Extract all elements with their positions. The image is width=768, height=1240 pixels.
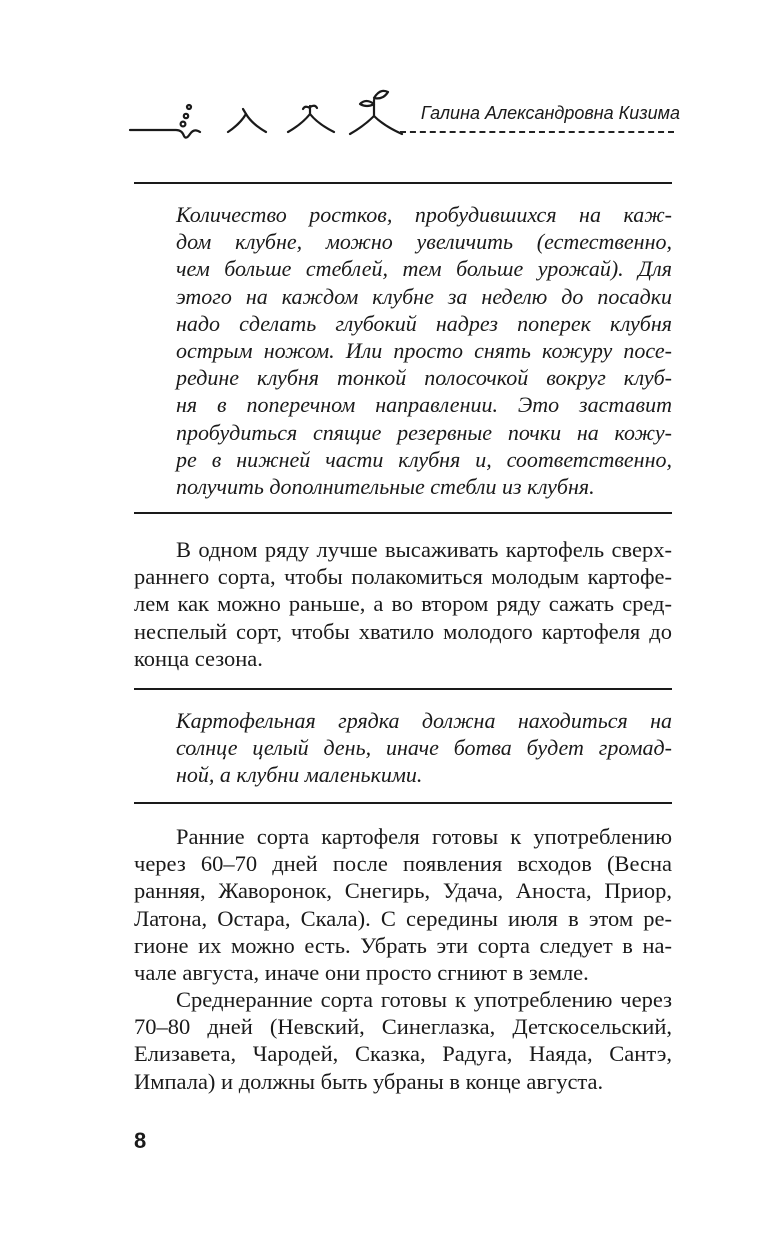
note-line: ня в поперечном направлении. Это заставит: [176, 392, 672, 418]
note-top-rule: [134, 688, 672, 690]
note-line: дом клубне, можно увеличить (естественно,: [176, 229, 672, 255]
note-block-sprouts: [176, 201, 672, 500]
note-line: редине клубня тонкой полосочкой вокруг клуб-: [176, 365, 672, 391]
note-top-rule: [134, 182, 672, 184]
note-line: солнце целый день, иначе ботва будет громад-: [176, 735, 672, 761]
header-dashed-line: [400, 131, 674, 133]
paragraph-line: через 60–70 дней после появления всходов (Весна: [134, 851, 672, 877]
paragraph-early-varieties: [134, 823, 672, 986]
paragraph-line: 70–80 дней (Невский, Синеглазка, Детскосельский,: [134, 1014, 672, 1040]
paragraph-line: В одном ряду лучше высаживать картофель сверх-: [176, 537, 672, 562]
note-bottom-rule: [134, 512, 672, 514]
paragraph-line: Елизавета, Чародей, Сказка, Радуга, Наяда, Сантэ,: [134, 1041, 672, 1067]
paragraph-line: чале августа, иначе они просто сгниют в земле.: [134, 960, 589, 986]
paragraph-line: конца сезона.: [134, 645, 263, 671]
note-line: Картофельная грядка должна находиться на: [176, 708, 672, 733]
note-line: пробудиться спящие резервные почки на кожу-: [176, 419, 672, 445]
note-line: Количество ростков, пробудившихся на каж-: [176, 202, 672, 227]
paragraph-line: ранняя, Жаворонок, Снегирь, Удача, Аноста, Приор,: [134, 878, 672, 904]
paragraph-line: Среднеранние сорта готовы к употреблению через: [176, 987, 672, 1012]
note-line: надо сделать глубокий надрез поперек клубня: [176, 310, 672, 336]
note-line: ной, а клубни маленькими.: [176, 762, 423, 788]
seedling-ornament-icon: [128, 78, 418, 150]
paragraph-line: Ранние сорта картофеля готовы к употреблению: [176, 824, 672, 849]
note-line: получить дополнительные стебли из клубня.: [176, 474, 595, 500]
note-block-sunlight: [176, 707, 672, 789]
note-line: чем больше стеблей, тем больше урожай). Для: [176, 256, 672, 282]
paragraph-line: Латона, Остара, Скала). С середины июля в этом ре-: [134, 905, 672, 931]
note-line: острым ножом. Или просто снять кожуру посе-: [176, 338, 672, 364]
note-bottom-rule: [134, 802, 672, 804]
paragraph-early-varieties-rows: [134, 536, 672, 672]
paragraph-line: Импала) и должны быть убраны в конце августа.: [134, 1068, 604, 1094]
paragraph-mid-early-varieties: [134, 986, 672, 1095]
note-line: ре в нижней части клубня и, соответственно,: [176, 446, 672, 472]
page-number: 8: [134, 1128, 147, 1153]
paragraph-line: раннего сорта, чтобы полакомиться молодым картофе-: [134, 564, 672, 590]
paragraph-line: лем как можно раньше, а во втором ряду сажать сред-: [134, 591, 672, 617]
note-line: этого на каждом клубне за неделю до посадки: [176, 283, 672, 309]
paragraph-line: гионе их можно есть. Убрать эти сорта следует в на-: [134, 932, 672, 958]
author-name: Галина Александровна Кизима: [420, 103, 680, 123]
paragraph-line: неспелый сорт, чтобы хватило молодого картофеля до: [134, 618, 672, 644]
